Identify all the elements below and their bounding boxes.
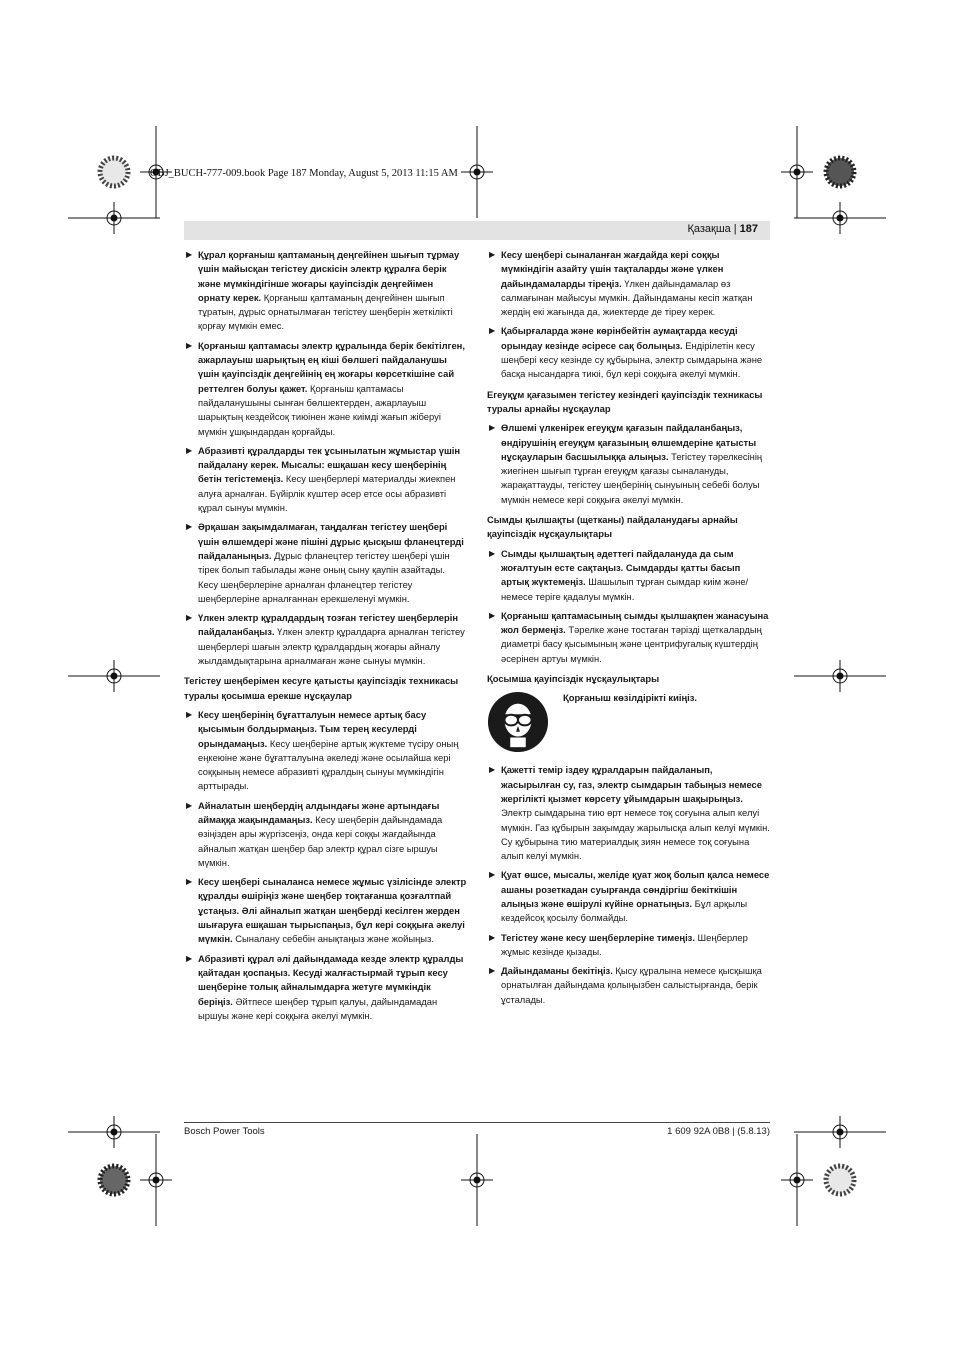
bullet-arrow-icon: ▶ xyxy=(489,870,496,880)
page-header xyxy=(184,221,770,240)
item-bold-text: Айналатын шеңбердің алдындағы және артындағы аймаққа жақындамаңыз. xyxy=(198,799,440,825)
item-bold-text: Қорғаныш қаптамасының сымды қылшақпен жанасуына жол бермеңіз. xyxy=(501,609,769,636)
item-bold-text: Қуат өшсе, мысалы, желіде қуат жоқ болып қалса немесе ашаны розеткадан суырғанда сөндіргіш бекіткішін алыңыз және өшірулі күйіне орнатыңыз. xyxy=(501,869,770,909)
safety-item xyxy=(184,248,467,334)
page-number: 187 xyxy=(739,223,758,235)
item-text: Ендірілетін кесу шеңбері кесу кезінде су құбырына, электр сымдарына және басқа нысандарға тиюі, бұл кері соққыға әкелуі мүмкін. xyxy=(501,339,763,380)
item-text: Кесу шеңберіне артық жүктеме түсіру оның еңкеюіне және бұғатталуына әкеледі және осылайша кері соққының немесе абразивті құралдың сынуы мүмкіндігін арттырады. xyxy=(198,737,459,792)
item-text: Тегістеу тәрелкесінің жиегінен шығып тұрған егеуқұм қағазы сыналануды, жарақаттауды, тегістеу шеңберінің сынуының себебі болуы мүмкін немесе кері соққыға әкелуі мүмкін. xyxy=(501,450,763,505)
safety-item xyxy=(487,547,770,604)
safety-item xyxy=(487,931,770,960)
item-bold-text: Кесу шеңбері сыналанған жағдайда кері соққы мүмкіндігін азайту үшін тақталарды және үлкен дайындамаларды тіреңіз. xyxy=(501,249,724,289)
bullet-arrow-icon: ▶ xyxy=(186,709,193,719)
safety-item xyxy=(487,248,770,319)
safety-item xyxy=(184,875,467,946)
bullet-arrow-icon: ▶ xyxy=(489,250,496,259)
header-text: Қазақша | 187 xyxy=(687,223,758,235)
bullet-arrow-icon: ▶ xyxy=(489,932,496,942)
item-bold-text: Қажетті темір іздеу құралдарын пайдаланып, жасырылған су, газ, электр сымдарын табыңыз немесе жергілікті қызмет көрсету ұйымдарын шақырыңыз. xyxy=(501,764,762,804)
safety-item xyxy=(487,964,770,1007)
safety-item xyxy=(184,799,467,870)
safety-item xyxy=(184,339,467,439)
safety-item xyxy=(487,324,770,381)
safety-item xyxy=(487,868,770,925)
bullet-arrow-icon: ▶ xyxy=(489,326,496,336)
bullet-arrow-icon: ▶ xyxy=(186,953,193,963)
safety-item xyxy=(184,611,467,668)
right-column xyxy=(487,248,770,1012)
left-column xyxy=(184,248,467,1028)
bullet-arrow-icon: ▶ xyxy=(186,877,193,887)
bullet-arrow-icon: ▶ xyxy=(489,966,496,976)
item-bold-text: Қабырғаларда және көрінбейтін аумақтарда кесуді орындау кезінде әсіресе сақ болыңыз. xyxy=(501,325,738,351)
bullet-arrow-icon: ▶ xyxy=(186,522,193,532)
item-bold-text: Тегістеу және кесу шеңберлеріне тимеңіз. xyxy=(501,931,695,943)
section-heading: Тегістеу шеңберімен кесуге қатысты қауіпсіздік техникасы туралы қосымша ерекше нұсқаулар xyxy=(184,675,459,701)
item-bold-text: Өлшемі үлкенірек егеуқұм қағазын пайдаланбаңыз, өндірушінің егеуқұм қағазының өлшемдеріне қатысты нұсқауларын басшылыққа алыңыз. xyxy=(501,422,757,462)
item-text: Шашылып тұрған сымдар киім және/немесе теріге қадалуы мүмкін. xyxy=(501,576,749,602)
safety-item xyxy=(487,763,770,863)
safety-glasses-notice xyxy=(487,691,770,753)
bullet-arrow-icon: ▶ xyxy=(489,610,496,620)
bullet-arrow-icon: ▶ xyxy=(489,423,496,433)
item-bold-text: Құрал қорғаныш қаптаманың деңгейінен шығып тұрмау үшін майысқан тегістеу дискісін электр құралға берік және мүмкіндігінше жоғары қауіпсіздік деңгейімен орнату керек. xyxy=(198,249,460,303)
item-text: Қорғаныш қаптамасы пайдаланушыны сынған бөлшектерден, ажарлауыш шарықтың кездейсоқ тиюінен және киімді жағып жіберуі мүмкін ұшқындардан қорғайды. xyxy=(198,382,441,437)
section-heading: Сымды қылшақты (щетканы) пайдаланудағы арнайы қауіпсіздік нұсқаулықтары xyxy=(487,514,738,540)
item-bold-text: Дайындаманы бекітіңіз. xyxy=(501,965,613,977)
bullet-arrow-icon: ▶ xyxy=(489,765,496,775)
safety-item xyxy=(184,520,467,606)
item-text: Тәрелке және тостаған тәрізді щеткалардың диаметрі басу қысымының және центрифугалық күштердің әсерінен артуы мүмкін. xyxy=(501,624,762,664)
bullet-arrow-icon: ▶ xyxy=(186,800,193,810)
bullet-arrow-icon: ▶ xyxy=(186,445,193,455)
safety-glasses-icon xyxy=(487,691,549,753)
safety-item xyxy=(487,421,770,507)
item-text: Үлкен электр құралдарға арналған тегістеу шеңберлері шағын электр құралдардың жоғары айналу жылдамдықтарына арналмаған және сынуы мүмкін. xyxy=(198,626,465,667)
extra-text: Қорғаныш көзілдірікті киіңіз. xyxy=(563,692,697,704)
item-text: Кесу шеңберін дайындамада өзіңізден ары жүргізсеңіз, онда кері соққы жағдайында айналып жатқан шеңбер бар электр құрал сізге ыршуы мүмкін. xyxy=(198,813,443,868)
item-bold-text: Үлкен электр құралдардың тозған тегістеу шеңберлерін пайдаланбаңыз. xyxy=(198,612,459,638)
item-text: Үлкен дайындамалар өз салмағынан майысуы мүмкін. Дайындаманы кесіп жатқан жердің екі жағында да, жиектерде де тіреу керек. xyxy=(501,277,753,318)
section-heading: Егеуқұм қағазымен тегістеу кезіндегі қауіпсіздік техникасы туралы арнайы нұсқаулар xyxy=(487,388,763,414)
item-text: Әйтпесе шеңбер тұрып қалуы, дайындамадан ыршуы және кері соққыға әкелуі мүмкін. xyxy=(198,995,438,1021)
safety-item xyxy=(184,708,467,794)
item-text: Қысу құралына немесе қысқышқа орнатылған дайындама қолыңызбен салыстырғанда, берік ұсталады. xyxy=(501,965,762,1005)
item-text: Бұл арқылы кездейсоқ қосылу болмайды. xyxy=(501,897,748,924)
bullet-arrow-icon: ▶ xyxy=(186,613,193,623)
footer-docnum: 1 609 92A 0B8 | (5.8.13) xyxy=(667,1126,770,1137)
item-bold-text: Әрқашан зақымдалмаған, таңдалған тегістеу шеңбері үшін өлшемдері және пішіні дұрыс қысқыш фланецтерді пайдаланыңыз. xyxy=(198,521,464,561)
item-text: Кесу шеңберлері материалды жиекпен алуға арналған. Бүйірлік күштер әсер етсе осы абразивті құрал сынуы мүмкін. xyxy=(198,473,456,514)
item-text: Дұрыс фланецтер тегістеу шеңбері үшін тірек болып табылады және оның сыну қаупін азайтады. Кесу шеңберлеріне арналған фланецтер тегістеу шеңберлеріне арналғаннан ерекшеленуі мүмкін. xyxy=(198,549,450,604)
footer-brand: Bosch Power Tools xyxy=(184,1126,265,1137)
footer-rule xyxy=(184,1122,770,1123)
item-bold-text: Абразивті құралдарды тек ұсынылатын жұмыстар үшін пайдалану керек. Мысалы: ешқашан кесу шеңберінің бетін тегістемеңіз. xyxy=(198,444,461,485)
item-bold-text: Кесу шеңберінің бұғатталуын немесе артық басу қысымын болдырмаңыз. Тым терең кесулерді орындамаңыз. xyxy=(198,708,427,749)
section-heading: Қосымша қауіпсіздік нұсқаулықтары xyxy=(487,673,660,685)
safety-item xyxy=(487,609,770,666)
bullet-arrow-icon: ▶ xyxy=(186,340,193,350)
item-text: Шеңберлер жұмыс кезінде қызады. xyxy=(501,931,748,957)
item-bold-text: Сымды қылшақтың әдеттегі пайдалануда да сым жоғалтуын есте сақтаңыз. Сымдарды қатты басып артық жүктемеңіз. xyxy=(501,547,741,588)
item-bold-text: Абразивті құрал әлі дайындамада кезде электр құралды қайтадан қоспаңыз. Кесуді жалғастырмай тұрып кесу шеңберіне толық айналымдарға жетуге мүмкіндік беріңіз. xyxy=(198,952,464,1007)
header-language: Қазақша xyxy=(687,223,731,235)
item-text: Қорғаныш қаптаманың деңгейінен шығып тұратын, дұрыс орнатылмаған тегістеу шеңберін жеткілікті қорғау мүмкін емес. xyxy=(198,291,453,332)
item-text: Сыналану себебін анықтаңыз және жойыңыз. xyxy=(232,933,434,945)
bullet-arrow-icon: ▶ xyxy=(489,548,496,558)
safety-item xyxy=(184,952,467,1023)
item-text: Электр сымдарына тию өрт немесе тоқ соғуына алып келуі мүмкін. Газ құбырын зақымдау жарылысқа алып келуі мүмкін. Су құбырына тию материалдық зиян немесе тоқ соғуына алып келуі мүмкін. xyxy=(501,807,770,862)
bullet-arrow-icon: ▶ xyxy=(186,250,193,259)
item-bold-text: Қорғаныш қаптамасы электр құралында берік бекітілген, ажарлауыш шарықтың ең кіші бөлшегі пайдаланушы үшін қауіпсіздік деңгейінің ең жоғары көрсеткішіне сай реттелген болуы қажет. xyxy=(198,339,465,394)
file-slug: OBJ_BUCH-777-009.book Page 187 Monday, August 5, 2013 11:15 AM xyxy=(150,168,458,179)
item-bold-text: Кесу шеңбері сыналанса немесе жұмыс үзілісінде электр құралды өшіріңіз және шеңбер тоқтағанша қозғалтпай ұстаңыз. Әлі айналып жатқан шеңберді кесілген жерден шығаруға ешқашан тырыспаңыз, бұл кері соққыға әкелуі мүмкін. xyxy=(198,876,467,945)
safety-item xyxy=(184,444,467,515)
